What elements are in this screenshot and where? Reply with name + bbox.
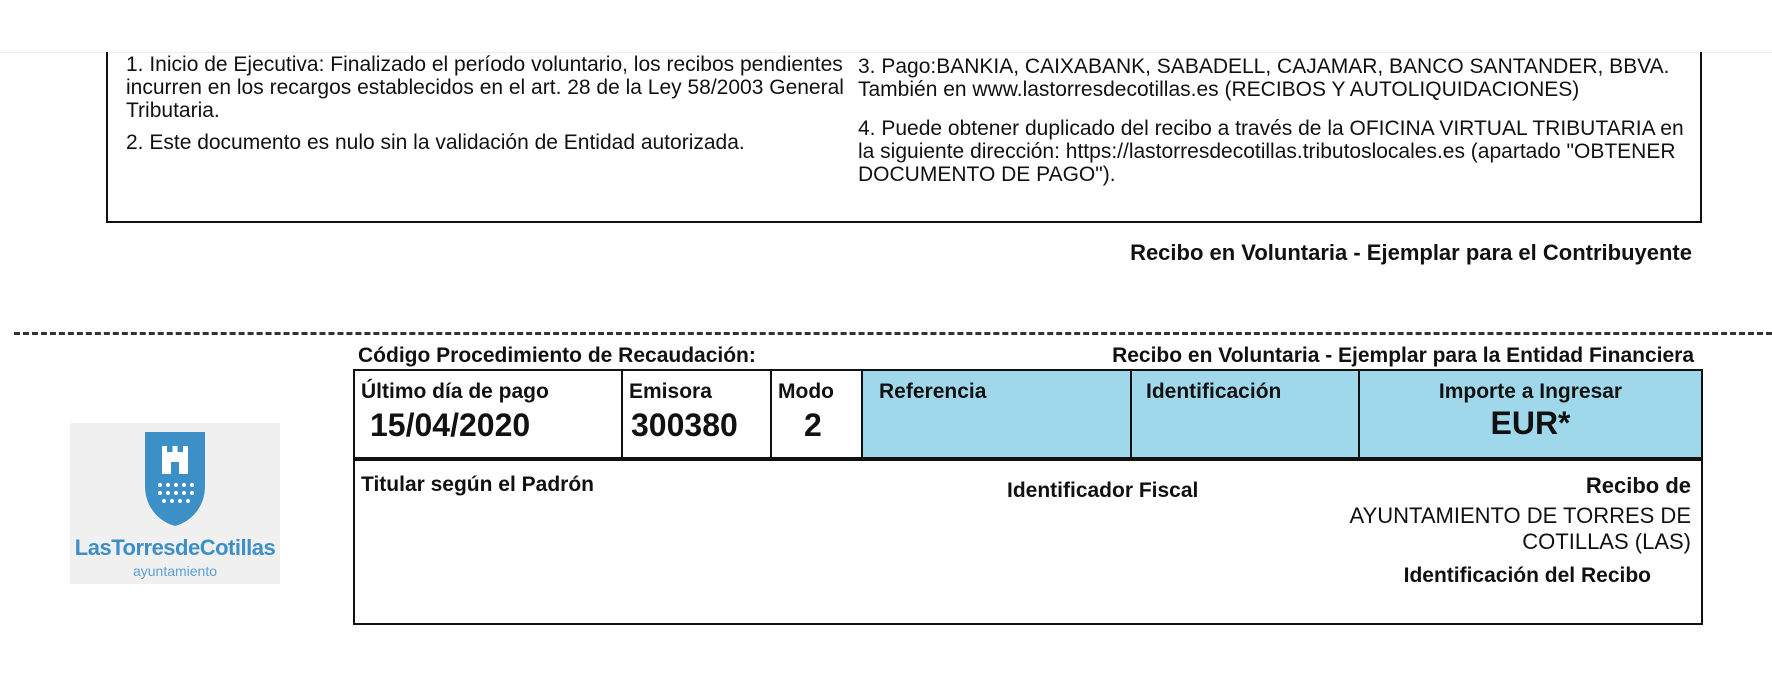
holder-info-box	[353, 459, 1703, 625]
note-duplicate: 4. Puede obtener duplicado del recibo a través de la OFICINA VIRTUAL TRIBUTARIA en la siguiente dirección: https://lastorresdecotillas.tributoslocales.es (apartado "OBTENER DOCUMENTO DE PAGO").	[858, 117, 1684, 186]
receipt-of-value: AYUNTAMIENTO DE TORRES DE COTILLAS (LAS)	[1349, 503, 1691, 554]
procedure-code-label: Código Procedimiento de Recaudación:	[358, 344, 756, 367]
municipality-logo	[70, 423, 280, 584]
note-payment-banks: 3. Pago:BANKIA, CAIXABANK, SABADELL, CAJAMAR, BANCO SANTANDER, BBVA. También en www.lastorresdecotillas.es (RECIBOS Y AUTOLIQUIDACIONES)	[858, 55, 1670, 101]
tower-shield-icon	[140, 428, 210, 528]
importe-label: Importe a Ingresar	[1438, 380, 1623, 403]
logo-subtitle: ayuntamiento	[132, 563, 218, 579]
identificacion-cell	[1132, 371, 1360, 457]
titular-label: Titular según el Padrón	[361, 473, 594, 496]
importe-value: EUR*	[1490, 405, 1571, 441]
notes-box	[106, 52, 1702, 223]
fiscal-id-label: Identificador Fiscal	[1007, 479, 1199, 502]
emisora-label: Emisora	[629, 380, 712, 403]
last-day-label: Último día de pago	[361, 380, 549, 403]
receipt-of-label: Recibo de	[1585, 473, 1691, 498]
payment-info-row	[353, 369, 1703, 459]
last-day-value: 15/04/2020	[370, 407, 531, 443]
modo-value: 2	[804, 407, 822, 443]
receipt-contribuyente-label: Recibo en Voluntaria - Ejemplar para el Contribuyente	[1130, 240, 1692, 265]
emisora-cell	[623, 371, 772, 457]
receipt-id-label: Identificación del Recibo	[1403, 564, 1651, 587]
referencia-label: Referencia	[879, 380, 987, 403]
importe-cell	[1360, 371, 1701, 457]
logo-name: LasTorresdeCotillas	[74, 535, 276, 560]
note-executive: 1. Inicio de Ejecutiva: Finalizado el período voluntario, los recibos pendientes incurren en los recargos establecidos en el art. 28 de la Ley 58/2003 General Tributaria.	[126, 53, 844, 122]
identificacion-label: Identificación	[1146, 380, 1282, 403]
cut-line	[14, 332, 1772, 335]
receipt-entity-label: Recibo en Voluntaria - Ejemplar para la Entidad Financiera	[1112, 344, 1694, 367]
emisora-value: 300380	[631, 407, 738, 443]
referencia-cell	[863, 371, 1132, 457]
modo-cell	[772, 371, 863, 457]
modo-label: Modo	[778, 380, 834, 403]
last-day-cell	[355, 371, 623, 457]
note-validation: 2. Este documento es nulo sin la validación de Entidad autorizada.	[126, 131, 745, 154]
